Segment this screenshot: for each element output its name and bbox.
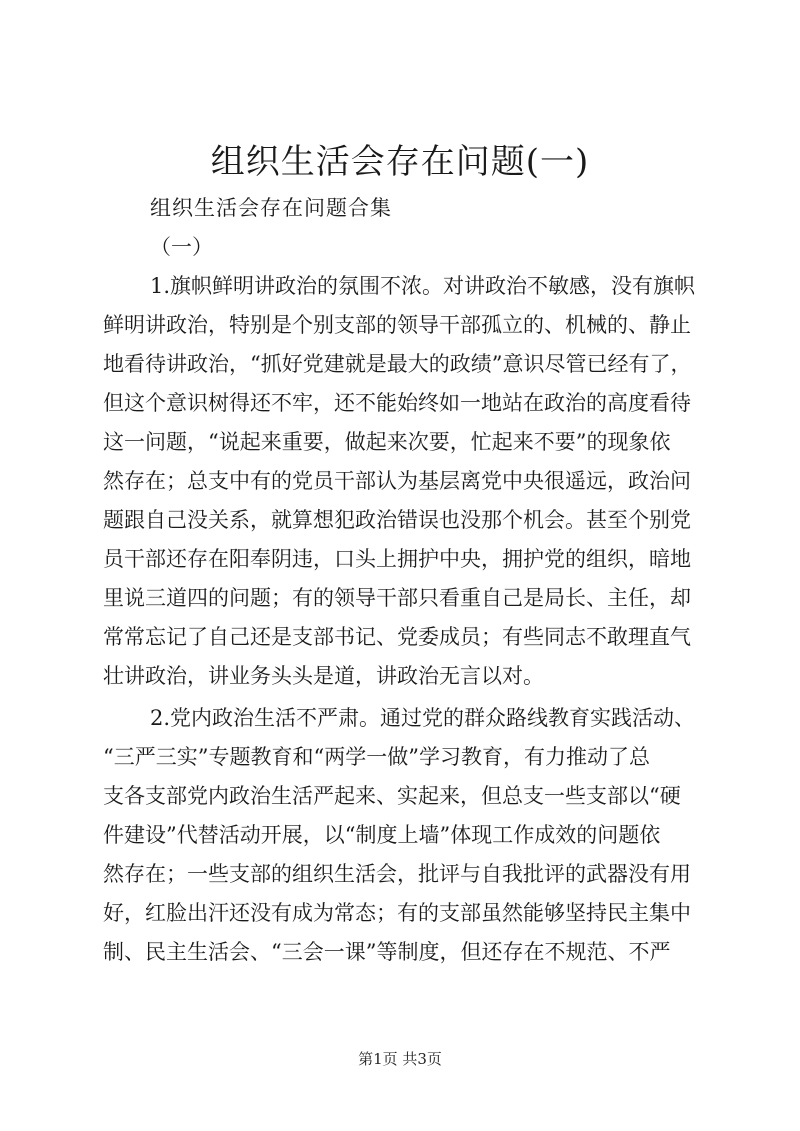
paragraph-line: 制、民主生活会、“三会一课”等制度，但还存在不规范、不严 [103,940,671,964]
paragraph-1 [103,267,703,696]
paragraph-line: 常常忘记了自己还是支部书记、党委成员；有些同志不敢理直气 [103,625,691,649]
paragraph-line: 但这个意识树得还不牢，还不能始终如一地站在政治的高度看待 [103,391,691,415]
paragraph-line: 支各支部党内政治生活严起来、实起来，但总支一些支部以“硬 [103,784,681,808]
document-subtitle: 组织生活会存在问题合集 [150,196,392,220]
paragraph-line: 地看待讲政治，“抓好党建就是最大的政绩”意识尽管已经有了， [103,352,692,376]
paragraph-line: 壮讲政治，讲业务头头是道，讲政治无言以对。 [103,664,544,688]
paragraph-line: 件建设”代替活动开展，以“制度上墙”体现工作成效的问题依 [103,823,661,847]
paragraph-line: 1.旗帜鲜明讲政治的氛围不浓。对讲政治不敏感，没有旗帜 [150,274,696,298]
paragraph-line: 2.党内政治生活不严肃。通过党的群众路线教育实践活动、 [150,706,696,730]
document-title: 组织生活会存在问题(一) [210,142,590,182]
paragraph-line: 题跟自己没关系，就算想犯政治错误也没那个机会。甚至个别党 [103,508,691,532]
paragraph-line: 然存在；总支中有的党员干部认为基层离党中央很遥远，政治问 [103,469,691,493]
paragraph-line: “三严三实”专题教育和“两学一做”学习教育，有力推动了总 [103,745,650,769]
paragraph-line: 里说三道四的问题；有的领导干部只看重自己是局长、主任，却 [103,586,691,610]
paragraph-line: 然存在；一些支部的组织生活会，批评与自我批评的武器没有用 [103,862,691,886]
section-marker: （一） [150,235,213,259]
paragraph-line: 好，红脸出汗还没有成为常态；有的支部虽然能够坚持民主集中 [103,901,691,925]
paragraph-line: 鲜明讲政治，特别是个别支部的领导干部孤立的、机械的、静止 [103,313,691,337]
paragraph-line: 这一问题，“说起来重要，做起来次要，忙起来不要”的现象依 [103,430,671,454]
paragraph-line: 员干部还存在阳奉阴违，口头上拥护中央，拥护党的组织，暗地 [103,547,691,571]
page-footer: 第1页 共3页 [358,1050,442,1068]
paragraph-2 [103,699,703,972]
